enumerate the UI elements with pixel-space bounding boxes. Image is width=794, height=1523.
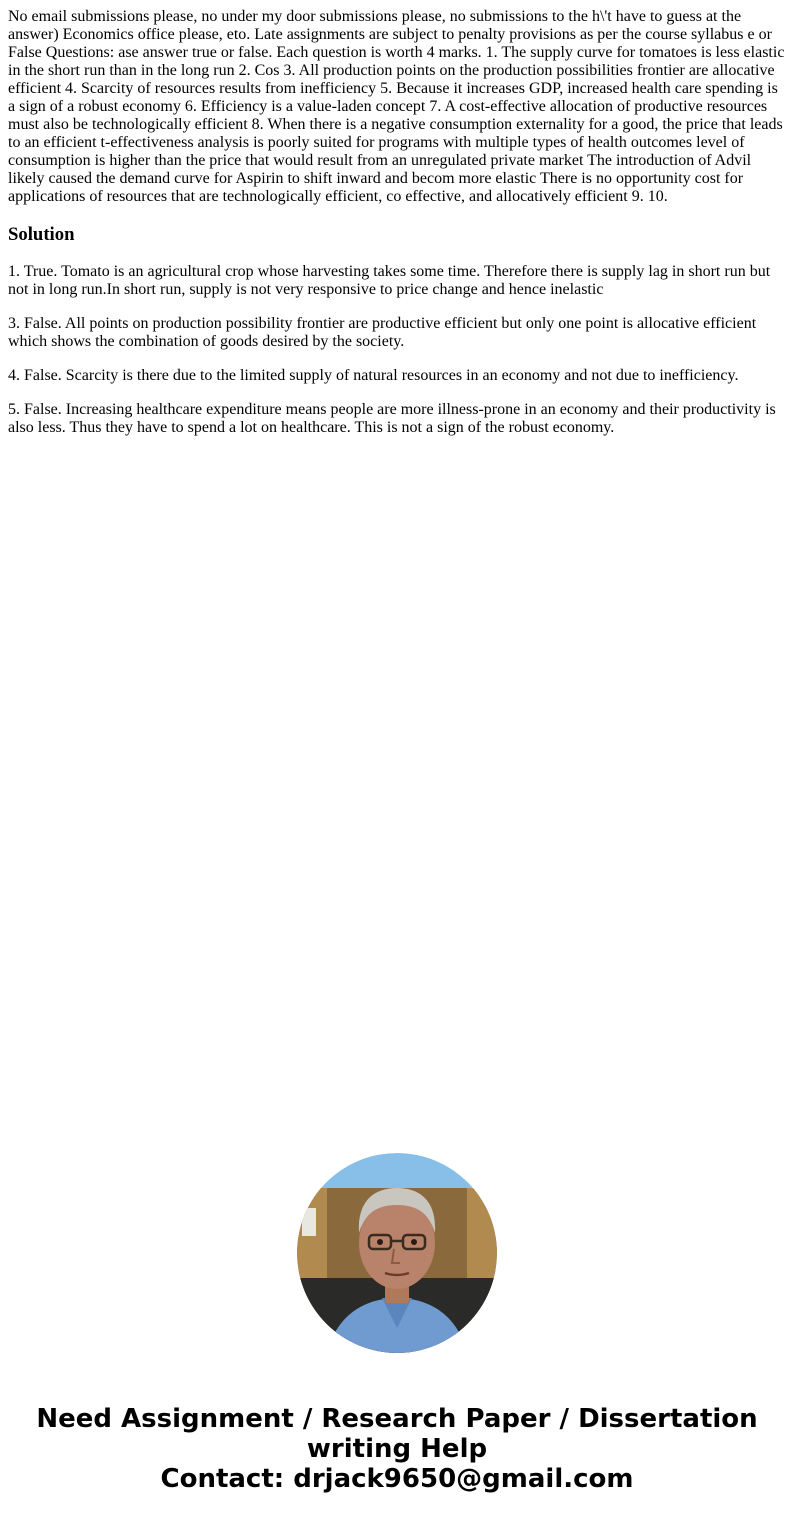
document-body	[0, 0, 794, 437]
footer-line: writing Help	[306, 1434, 488, 1464]
answer-item: 4. False. Scarcity is there due to the limited supply of natural resources in an economy and not due to inefficiency.	[8, 367, 739, 384]
answer-item: 5. False. Increasing healthcare expenditure means people are more illness-prone in an economy and their productivity is also less. Thus they have to spend a lot on healthcare. This is not a sign of the robust economy.	[8, 401, 776, 436]
answer-item: 1. True. Tomato is an agricultural crop whose harvesting takes some time. Therefore there is supply lag in short run but not in long run.In short run, supply is not very responsive to price change and hence inelastic	[8, 263, 771, 298]
promo-footer	[0, 1404, 794, 1494]
solution-heading: Solution	[8, 224, 75, 245]
footer-line: Need Assignment / Research Paper / Dissertation	[36, 1404, 758, 1434]
footer-contact: Contact: drjack9650@gmail.com	[160, 1464, 634, 1494]
answer-item: 3. False. All points on production possibility frontier are productive efficient but only one point is allocative efficient which shows the combination of goods desired by the society.	[8, 315, 757, 350]
question-text: No email submissions please, no under my door submissions please, no submissions to the h\'t have to guess at the answer) Economics office please, eto. Late assignments are subject to penalty provisions as per the course syllabus e or False Questions: ase answer true or false. Each question is worth 4 marks. 1. The supply curve for tomatoes is less elastic in the short run than in the long run 2. Cos 3. All production points on the production possibilities frontier are allocative efficient 4. Scarcity of resources results from inefficiency 5. Because it increases GDP, increased health care spending is a sign of a robust economy 6. Efficiency is a value-laden concept 7. A cost-effective allocation of productive resources must also be technologically efficient 8. When there is a negative consumption externality for a good, the price that leads to an efficient t-effectiveness analysis is poorly suited for programs with multiple types of health outcomes level of consumption is higher than the price that would result from an unregulated private market The introduction of Advil likely caused the demand curve for Aspirin to shift inward and becom more elastic There is no opportunity cost for applications of resources that are technologically efficient, co effective, and allocatively efficient 9. 10.	[8, 8, 785, 205]
author-avatar	[297, 1153, 497, 1353]
author-portrait-icon	[297, 1153, 497, 1353]
